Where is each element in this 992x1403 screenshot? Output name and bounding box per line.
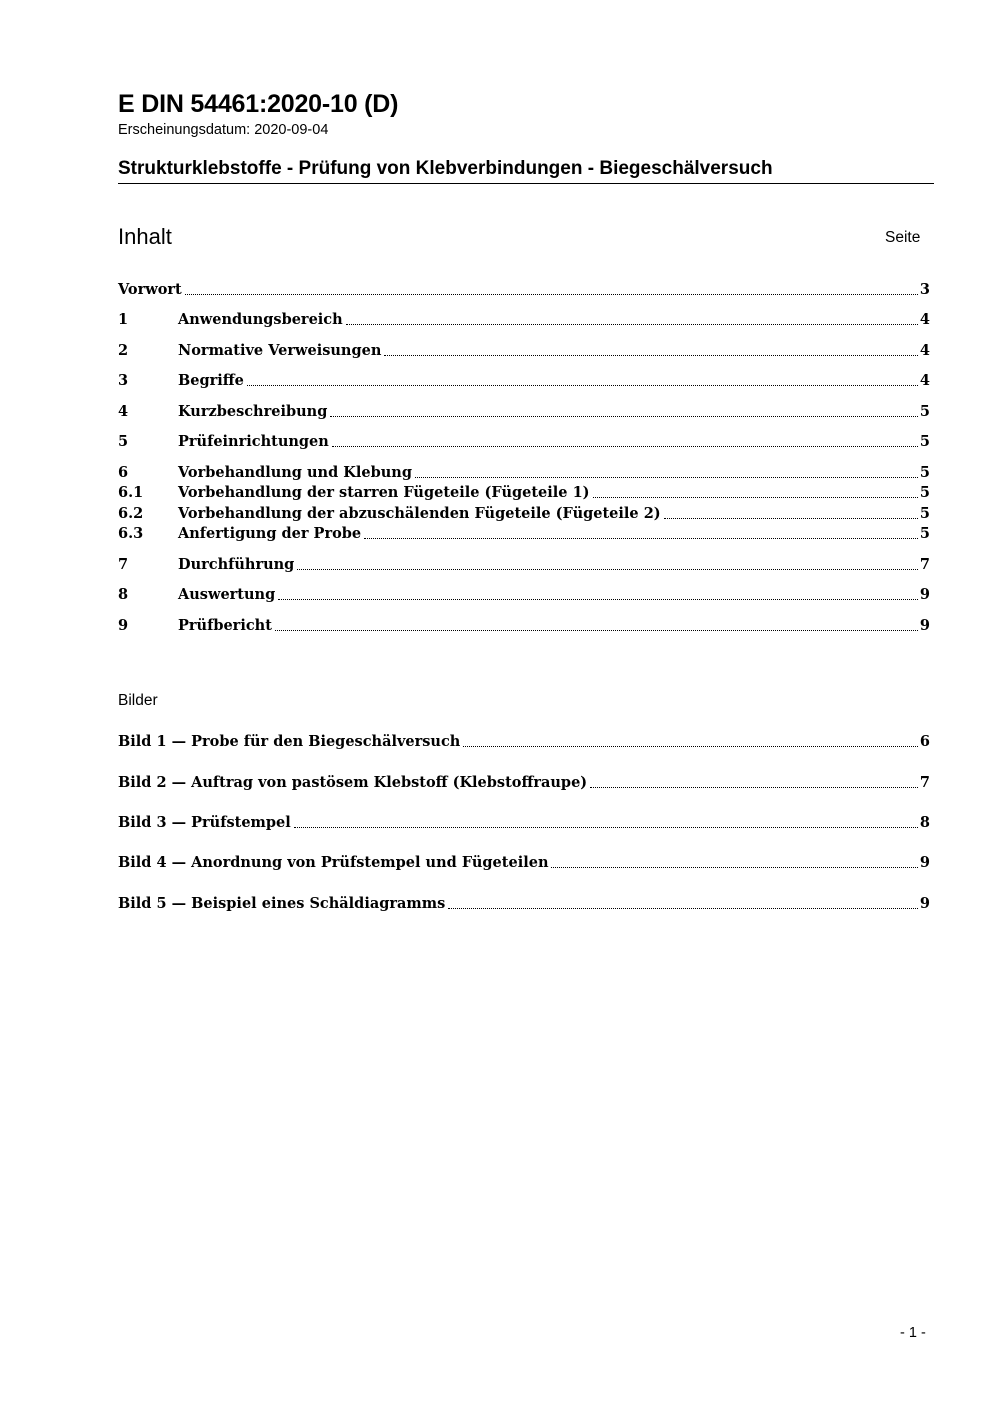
publication-date: Erscheinungsdatum: 2020-09-04 bbox=[118, 122, 329, 138]
toc-entry-title: Prüfbericht bbox=[178, 617, 272, 634]
toc-entry-page: 5 bbox=[919, 464, 930, 481]
toc-entry-number: 7 bbox=[118, 556, 129, 573]
toc-entry-page: 3 bbox=[919, 281, 930, 298]
toc-entry-number: 1 bbox=[118, 311, 129, 328]
dot-leader bbox=[415, 477, 918, 478]
figure-entry-title: Bild 4 — Anordnung von Prüfstempel und Fügeteilen bbox=[118, 854, 549, 871]
toc-entry-page: 9 bbox=[919, 586, 930, 603]
dot-leader bbox=[294, 827, 918, 828]
toc-entry-page: 4 bbox=[919, 342, 930, 359]
dot-leader bbox=[247, 385, 918, 386]
dot-leader bbox=[590, 787, 918, 788]
toc-entry-title: Vorwort bbox=[118, 281, 182, 298]
toc-entry-title: Vorbehandlung der abzuschälenden Fügeteile (Fügeteile 2) bbox=[178, 505, 661, 522]
toc-entry[interactable] bbox=[118, 463, 930, 483]
figure-entry-title: Bild 5 — Beispiel eines Schäldiagramms bbox=[118, 895, 446, 912]
toc-entry-title: Auswertung bbox=[178, 586, 276, 603]
toc-entry-title: Begriffe bbox=[178, 372, 244, 389]
toc-entry-number: 4 bbox=[118, 403, 129, 420]
dot-leader bbox=[364, 538, 918, 539]
toc-entry[interactable] bbox=[118, 504, 930, 524]
dot-leader bbox=[330, 416, 918, 417]
figure-entry-title: Bild 2 — Auftrag von pastösem Klebstoff (Klebstoffraupe) bbox=[118, 774, 588, 791]
document-id: E DIN 54461:2020-10 (D) bbox=[118, 90, 399, 118]
dot-leader bbox=[551, 867, 917, 868]
figure-entry[interactable] bbox=[118, 773, 930, 793]
toc-entry-number: 6.1 bbox=[118, 484, 144, 501]
toc-entry-page: 5 bbox=[919, 433, 930, 450]
toc-entry[interactable] bbox=[118, 341, 930, 361]
toc-entry-number: 6.3 bbox=[118, 525, 144, 542]
toc-entry-title: Vorbehandlung und Klebung bbox=[178, 464, 412, 481]
dot-leader bbox=[275, 630, 918, 631]
toc-entry-title: Prüfeinrichtungen bbox=[178, 433, 329, 450]
toc-entry[interactable] bbox=[118, 280, 930, 300]
toc-entry[interactable] bbox=[118, 585, 930, 605]
toc-entry-page: 9 bbox=[919, 617, 930, 634]
title-divider bbox=[118, 183, 934, 184]
toc-entry-page: 5 bbox=[919, 403, 930, 420]
toc-entry[interactable] bbox=[118, 524, 930, 544]
toc-entry-page: 4 bbox=[919, 372, 930, 389]
toc-entry[interactable] bbox=[118, 555, 930, 575]
toc-entry[interactable] bbox=[118, 432, 930, 452]
figure-entry[interactable] bbox=[118, 813, 930, 833]
figure-entry-page: 7 bbox=[919, 774, 930, 791]
figure-entry[interactable] bbox=[118, 853, 930, 873]
figures-heading: Bilder bbox=[118, 692, 158, 709]
toc-entry-number: 6.2 bbox=[118, 505, 144, 522]
toc-entry-number: 9 bbox=[118, 617, 129, 634]
document-subject: Strukturklebstoffe - Prüfung von Klebverbindungen - Biegeschälversuch bbox=[118, 158, 773, 179]
toc-entry-title: Anwendungsbereich bbox=[178, 311, 343, 328]
dot-leader bbox=[463, 746, 918, 747]
dot-leader bbox=[664, 518, 918, 519]
toc-entry[interactable] bbox=[118, 310, 930, 330]
toc-entry-page: 7 bbox=[919, 556, 930, 573]
figure-entry-title: Bild 1 — Probe für den Biegeschälversuch bbox=[118, 733, 461, 750]
toc-entry-page: 5 bbox=[919, 525, 930, 542]
figure-entry-page: 8 bbox=[919, 814, 930, 831]
page-column-label: Seite bbox=[885, 229, 921, 246]
toc-entry[interactable] bbox=[118, 402, 930, 422]
figure-entry[interactable] bbox=[118, 732, 930, 752]
dot-leader bbox=[346, 324, 918, 325]
figure-entry[interactable] bbox=[118, 894, 930, 914]
toc-entry-title: Anfertigung der Probe bbox=[178, 525, 362, 542]
dot-leader bbox=[593, 497, 918, 498]
toc-entry-title: Vorbehandlung der starren Fügeteile (Fügeteile 1) bbox=[178, 484, 590, 501]
dot-leader bbox=[384, 355, 918, 356]
toc-entry-page: 5 bbox=[919, 484, 930, 501]
toc-entry-page: 5 bbox=[919, 505, 930, 522]
dot-leader bbox=[448, 908, 918, 909]
toc-entry-title: Durchführung bbox=[178, 556, 295, 573]
toc-entry-page: 4 bbox=[919, 311, 930, 328]
toc-entry-number: 3 bbox=[118, 372, 129, 389]
toc-entry[interactable] bbox=[118, 616, 930, 636]
dot-leader bbox=[185, 294, 918, 295]
toc-heading: Inhalt bbox=[118, 224, 172, 249]
dot-leader bbox=[297, 569, 918, 570]
dot-leader bbox=[332, 446, 918, 447]
figure-entry-page: 6 bbox=[919, 733, 930, 750]
page-number: - 1 - bbox=[900, 1325, 926, 1341]
toc-entry[interactable] bbox=[118, 371, 930, 391]
toc-entry-number: 2 bbox=[118, 342, 129, 359]
toc-entry-title: Normative Verweisungen bbox=[178, 342, 382, 359]
toc-entry[interactable] bbox=[118, 483, 930, 503]
toc-entry-title: Kurzbeschreibung bbox=[178, 403, 328, 420]
figure-entry-title: Bild 3 — Prüfstempel bbox=[118, 814, 291, 831]
toc-entry-number: 8 bbox=[118, 586, 129, 603]
toc-entry-number: 6 bbox=[118, 464, 129, 481]
toc-entry-number: 5 bbox=[118, 433, 129, 450]
figure-entry-page: 9 bbox=[919, 895, 930, 912]
figure-entry-page: 9 bbox=[919, 854, 930, 871]
dot-leader bbox=[278, 599, 918, 600]
